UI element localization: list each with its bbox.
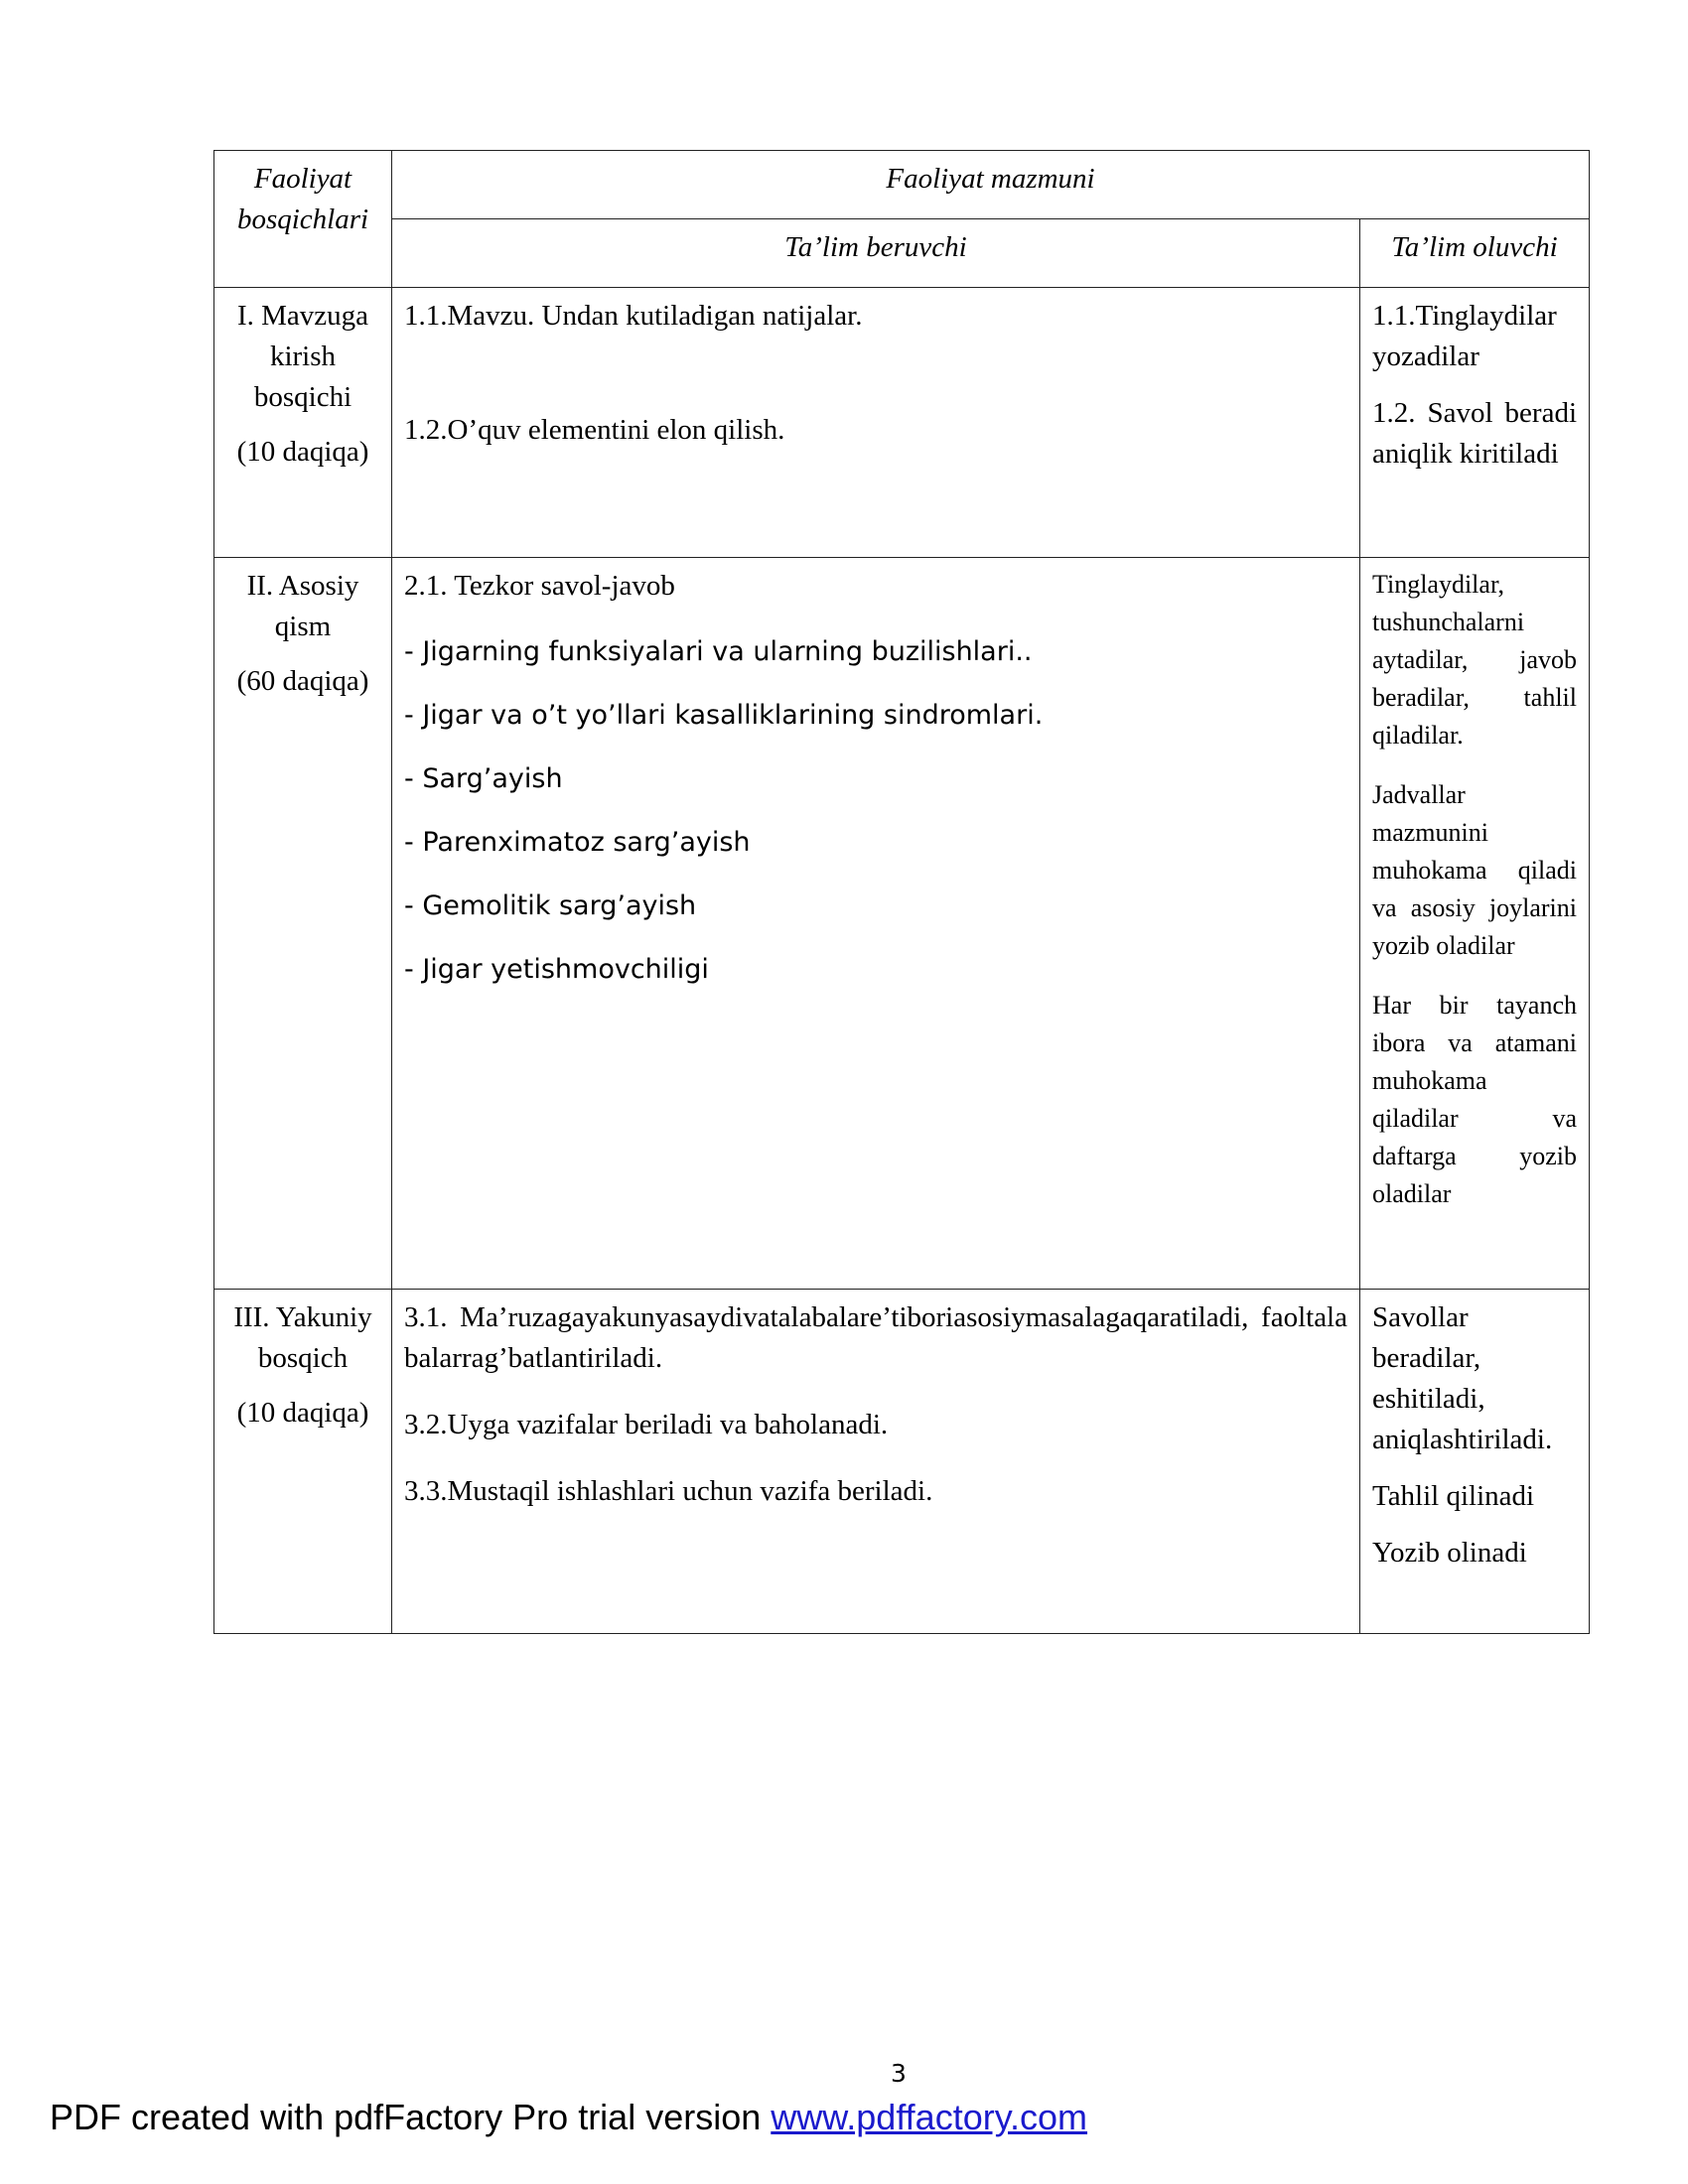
header-stages: Faoliyat bosqichlari (214, 151, 392, 288)
teacher-item: 3.3.Mustaqil ishlashlari uchun vazifa beriladi. (404, 1475, 933, 1507)
teacher-item: - Gemolitik sarg’ayish (404, 890, 697, 921)
stage-duration: (60 daqiqa) (236, 665, 369, 697)
page-number: 3 (891, 2059, 907, 2088)
stage-duration: (10 daqiqa) (236, 1397, 369, 1429)
teacher-cell (392, 1290, 1360, 1634)
learner-item: Savollar beradilar, eshitiladi, aniqlashtiriladi. (1372, 1301, 1553, 1455)
header-teacher: Ta’lim beruvchi (392, 219, 1360, 288)
table-row (214, 1290, 1590, 1634)
learner-item: 1.1.Tinglaydilar yozadilar (1372, 300, 1557, 372)
teacher-cell (392, 288, 1360, 558)
table-row (214, 288, 1590, 558)
learner-item: Tinglaydilar, tushunchalarni aytadilar, javob beradilar, tahlil qiladilar. (1372, 570, 1577, 750)
learner-item: Tahlil qilinadi (1372, 1480, 1535, 1512)
teacher-cell (392, 558, 1360, 1290)
pdf-footer (50, 2097, 1087, 2138)
stage-cell (214, 558, 392, 1290)
stage-name: II. Asosiy qism (246, 570, 359, 642)
footer-text: PDF created with pdfFactory Pro trial version (50, 2097, 772, 2137)
stage-name: III. Yakuniy bosqich (233, 1301, 372, 1374)
teacher-item: - Jigarning funksiyalari va ularning buzilishlari.. (404, 636, 1033, 667)
teacher-intro: 2.1. Tezkor savol-javob (404, 570, 675, 602)
teacher-item: - Jigar va o’t yo’llari kasalliklarining sindromlari. (404, 700, 1044, 731)
header-learner: Ta’lim oluvchi (1360, 219, 1590, 288)
learner-cell (1360, 1290, 1590, 1634)
header-activity-content: Faoliyat mazmuni (392, 151, 1590, 219)
lesson-plan-table (213, 150, 1590, 1634)
teacher-item: - Jigar yetishmovchiligi (404, 954, 709, 985)
table-row (214, 558, 1590, 1290)
teacher-item: 3.2.Uyga vazifalar beriladi va baholanadi. (404, 1409, 889, 1440)
learner-cell (1360, 558, 1590, 1290)
teacher-item: 1.1.Mavzu. Undan kutiladigan natijalar. (404, 300, 863, 332)
teacher-item: - Sarg’ayish (404, 763, 563, 794)
stage-name: I. Mavzuga kirish bosqichi (236, 300, 369, 413)
learner-item: Yozib olinadi (1372, 1537, 1527, 1569)
learner-item: 1.2. Savol beradi aniqlik kiritiladi (1372, 397, 1577, 470)
learner-item: Jadvallar mazmunini muhokama qiladi va asosiy joylarini yozib oladilar (1372, 780, 1577, 960)
teacher-item: - Parenximatoz sarg’ayish (404, 827, 751, 858)
footer-link[interactable]: www.pdffactory.com (771, 2097, 1088, 2137)
stage-cell (214, 1290, 392, 1634)
teacher-item: 1.2.O’quv elementini elon qilish. (404, 414, 785, 446)
learner-cell (1360, 288, 1590, 558)
teacher-item: 3.1. Ma’ruzagayakunyasaydivatalabalare’tiboriasosiymasalagaqaratiladi, faoltalabalarrag’batlantiriladi. (404, 1301, 1347, 1374)
stage-cell (214, 288, 392, 558)
stage-duration: (10 daqiqa) (236, 436, 369, 468)
learner-item: Har bir tayanch ibora va atamani muhokama qiladilar va daftarga yozib oladilar (1372, 991, 1577, 1208)
